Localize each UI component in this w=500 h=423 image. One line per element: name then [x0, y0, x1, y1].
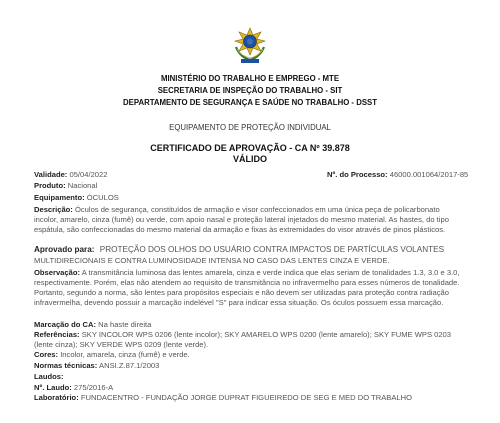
observacao-line-1 [34, 268, 460, 277]
aprovado-label: Aprovado para: [34, 245, 95, 254]
descricao-label: Descrição: [34, 205, 73, 214]
certificate-status: VÁLIDO [232, 154, 267, 164]
brazil-coat-of-arms-icon [232, 27, 268, 65]
observacao-label: Observação: [34, 268, 81, 277]
department-name: DEPARTAMENTO DE SEGURANÇA E SAÚDE NO TRABALHO - DSST [123, 98, 377, 107]
validade-value: 05/04/2022 [69, 170, 108, 179]
referencias-text-2: (lente cinza); SKY VERDE WPS 0209 (lente verde). [34, 340, 209, 349]
descricao-text-1: Óculos de segurança, constituídos de armação e visor confeccionados em uma única peça de policarbonato [74, 205, 440, 214]
laudo-label: Nº. Laudo: [34, 383, 72, 392]
observacao-text-1: A transmitância luminosa das lentes amarela, cinza e verde indica que elas seriam de tonalidades 1.3, 3.0 e 3.0, [81, 268, 460, 277]
normas-value: ANSI.Z.87.1/2003 [99, 361, 160, 370]
observacao-text-4: infravermelha, devendo possuir a marcação indelével "S" para indicar essa situação. Os óculos possuem essa marcação. [34, 298, 444, 307]
laudo-value: 275/2016-A [73, 383, 114, 392]
processo-label: Nº. do Processo: [327, 170, 388, 179]
cores-row [34, 350, 190, 359]
marcacao-label: Marcação do CA: [34, 320, 97, 329]
produto-row [34, 181, 97, 190]
marcacao-row [34, 320, 151, 329]
aprovado-line-1 [34, 245, 444, 254]
equipamento-row [34, 193, 119, 202]
produto-label: Produto: [34, 181, 66, 190]
laudo-row [34, 383, 113, 392]
observacao-text-2: respectivamente. Porém, elas não atendem ao requisito de transmitância no infravermelho para esses números de tonalidade. [34, 278, 460, 287]
descricao-line-1 [34, 205, 440, 214]
marcacao-value: Na haste direita [98, 320, 152, 329]
document-subtitle: EQUIPAMENTO DE PROTEÇÃO INDIVIDUAL [169, 123, 331, 132]
equipamento-label: Equipamento: [34, 193, 85, 202]
referencias-label: Referências: [34, 330, 80, 339]
laboratorio-row [34, 393, 412, 402]
referencias-text-1: SKY INCOLOR WPS 0206 (lente incolor); SKY AMARELO WPS 0200 (lente amarelo); SKY FUME WPS 0203 [81, 330, 452, 339]
descricao-text-3: espátula, são confeccionadas do mesmo material da armação e fixas às extremidades do visor através de pinos plásticos. [34, 225, 446, 234]
normas-label: Normas técnicas: [34, 361, 98, 370]
processo-value: 46000.001064/2017-85 [389, 170, 469, 179]
cores-value: Incolor, amarela, cinza (fumê) e verde. [60, 350, 190, 359]
laboratorio-value: FUNDACENTRO - FUNDAÇÃO JORGE DUPRAT FIGUEIREDO DE SEG E MED DO TRABALHO [80, 393, 413, 402]
validade-row [34, 170, 107, 179]
observacao-text-3: Portanto, segundo a norma, são lentes para propósitos especiais e não devem ser utilizadas para proteção contra radiação [34, 288, 449, 297]
aprovado-text-2: MULTIDIRECIONAIS E CONTRA LUMINOSIDADE INTENSA NO CASO DAS LENTES CINZA E VERDE. [34, 256, 390, 265]
equipamento-value: ÓCULOS [86, 193, 119, 202]
referencias-line-1 [34, 330, 451, 339]
laboratorio-label: Laboratório: [34, 393, 79, 402]
aprovado-text-1: PROTEÇÃO DOS OLHOS DO USUÁRIO CONTRA IMPACTOS DE PARTÍCULAS VOLANTES [99, 245, 445, 254]
validade-label: Validade: [34, 170, 68, 179]
produto-value: Nacional [67, 181, 98, 190]
cores-label: Cores: [34, 350, 59, 359]
laudos-label: Laudos: [34, 372, 64, 381]
normas-row [34, 361, 159, 370]
processo-row [327, 170, 468, 179]
descricao-text-2: incolor, amarelo, cinza (fumê) ou verde, com apoio nasal e proteção lateral injetados do mesmo material. As hastes, do tipo [34, 215, 449, 224]
secretariat-name: SECRETARIA DE INSPEÇÃO DO TRABALHO - SIT [157, 86, 343, 95]
certificate-title: CERTIFICADO DE APROVAÇÃO - CA Nº 39.878 [150, 143, 350, 153]
ministry-name: MINISTÉRIO DO TRABALHO E EMPREGO - MTE [160, 74, 340, 83]
